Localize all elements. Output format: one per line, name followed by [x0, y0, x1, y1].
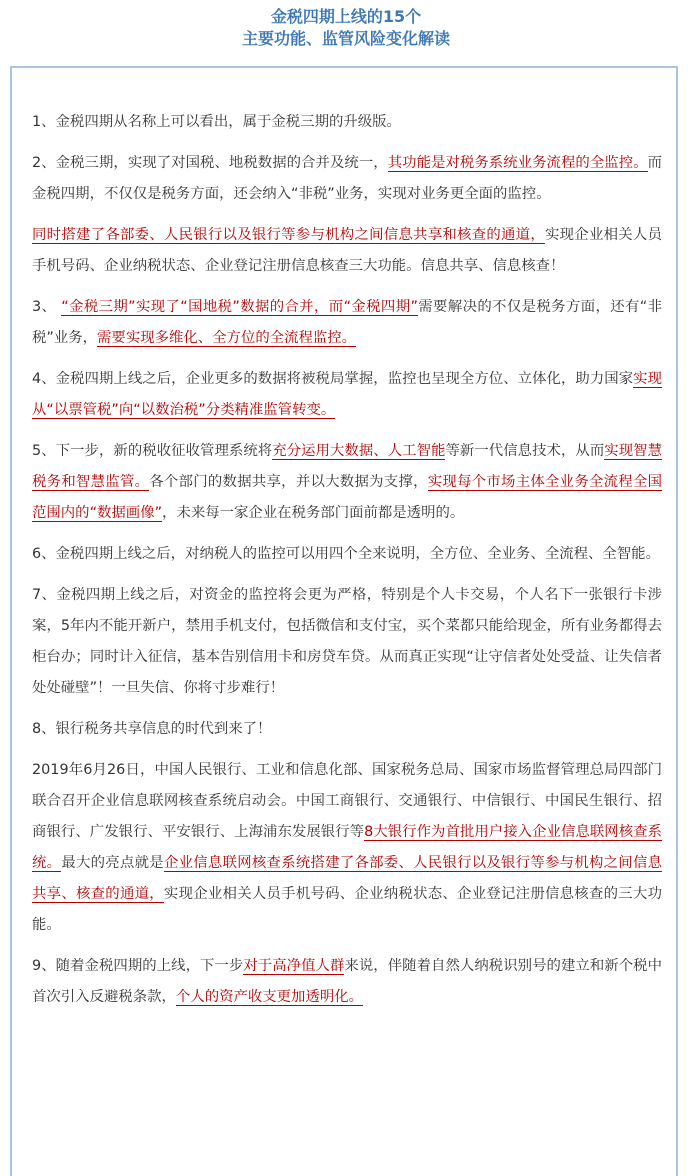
body-text: 而金税四期，不仅仅是税务方面，还会纳入“非税”业务，实现对业务更全面的监控。	[32, 155, 662, 202]
body-text: 6、金税四期上线之后，对纳税人的监控可以用四个全来说明，全方位、全业务、全流程、全智能。	[32, 546, 660, 562]
article-body	[32, 107, 662, 1023]
paragraph-7	[32, 580, 662, 704]
article-title-line-1: 金税四期上线的15个	[270, 7, 422, 26]
highlighted-text: “金税三期”实现了“国地税”数据的合并，而“金税四期”	[61, 299, 418, 315]
paragraph-3	[32, 292, 662, 354]
paragraph-8	[32, 714, 662, 745]
body-text: 2、金税三期，实现了对国税、地税数据的合并及统一，	[32, 155, 388, 171]
highlighted-text: 个人的资产收支更加透明化。	[175, 989, 364, 1005]
body-text: 7、金税四期上线之后，对资金的监控将会更为严格，特别是个人卡交易，个人名下一张银行卡涉案，5年内不能开新户，禁用手机支付，包括微信和支付宝，买个菜都只能给现金，所有业务都得去柜台办；同时计入征信，基本告别信用卡和房贷车贷。从而真正实现“让守信者处处受益、让失信者处处碰壁”！一旦失信、你将寸步难行！	[32, 587, 662, 696]
body-text: 需要解决的不仅是税务方面，还有“非税”业务，	[32, 299, 662, 346]
body-text: 9、随着金税四期的上线，下一步	[32, 958, 244, 974]
highlighted-text: 需要实现多维化、全方位的全流程监控。	[97, 330, 357, 346]
highlighted-text: 实现每个市场主体全业务全流程全国范围内的“数据画像”	[32, 474, 662, 521]
paragraph-5	[32, 436, 662, 529]
highlighted-text: 实现从“以票管税”向“以数治税”分类精准监管转变。	[32, 371, 662, 418]
highlighted-text: 充分运用大数据、人工智能	[272, 443, 446, 459]
paragraph-2b	[32, 220, 662, 282]
body-text: 4、金税四期上线之后，企业更多的数据将被税局掌握，监控也呈现全方位、立体化，助力国家	[32, 371, 634, 387]
body-text: 各个部门的数据共享，并以大数据为支撑，	[149, 474, 428, 490]
highlighted-text: 实现智慧税务和智慧监管。	[32, 443, 662, 490]
body-text: 5、下一步，新的税收征收管理系统将	[32, 443, 273, 459]
article-header	[0, 0, 692, 64]
body-text: 实现企业相关人员手机号码、企业纳税状态、企业登记注册信息核查的三大功能。	[32, 886, 662, 933]
highlighted-text: 同时搭建了各部委、人民银行以及银行等参与机构之间信息共享和核查的通道，	[32, 227, 545, 243]
body-text: 实现企业相关人员手机号码、企业纳税状态、企业登记注册信息核查三大功能。信息共享、信息核查！	[32, 227, 662, 274]
paragraph-4	[32, 364, 662, 426]
paragraph-2	[32, 148, 662, 210]
body-text: 8、银行税务共享信息的时代到来了！	[32, 721, 272, 737]
body-text: 3、	[32, 299, 62, 315]
body-text: 2019年6月26日，中国人民银行、工业和信息化部、国家税务总局、国家市场监督管理总局四部门联合召开企业信息联网核查系统启动会。中国工商银行、交通银行、中信银行、中国民生银行、招商银行、广发银行、平安银行、上海浦东发展银行等	[32, 762, 662, 840]
body-text: 来说，伴随着自然人纳税识别号的建立和新个税中首次引入反避税条款，	[32, 958, 662, 1005]
highlighted-text: 对于高净值人群	[243, 958, 345, 974]
paragraph-8b	[32, 755, 662, 941]
article-title-line-2: 主要功能、监管风险变化解读	[241, 29, 450, 48]
highlighted-text: 企业信息联网核查系统搭建了各部委、人民银行以及银行等参与机构之间信息共享、核查的通道，	[32, 855, 662, 902]
paragraph-6	[32, 539, 662, 570]
body-text: 最大的亮点就是	[61, 855, 164, 871]
highlighted-text: 8大银行作为首批用户接入企业信息联网核查系统。	[32, 824, 662, 871]
paragraph-9	[32, 951, 662, 1013]
paragraph-1	[32, 107, 662, 138]
body-text: ，未来每一家企业在税务部门面前都是透明的。	[162, 505, 465, 521]
body-text: 1、金税四期从名称上可以看出，属于金税三期的升级版。	[32, 114, 401, 130]
body-text: 等新一代信息技术，从而	[445, 443, 605, 459]
highlighted-text: 其功能是对税务系统业务流程的全监控。	[387, 155, 648, 171]
